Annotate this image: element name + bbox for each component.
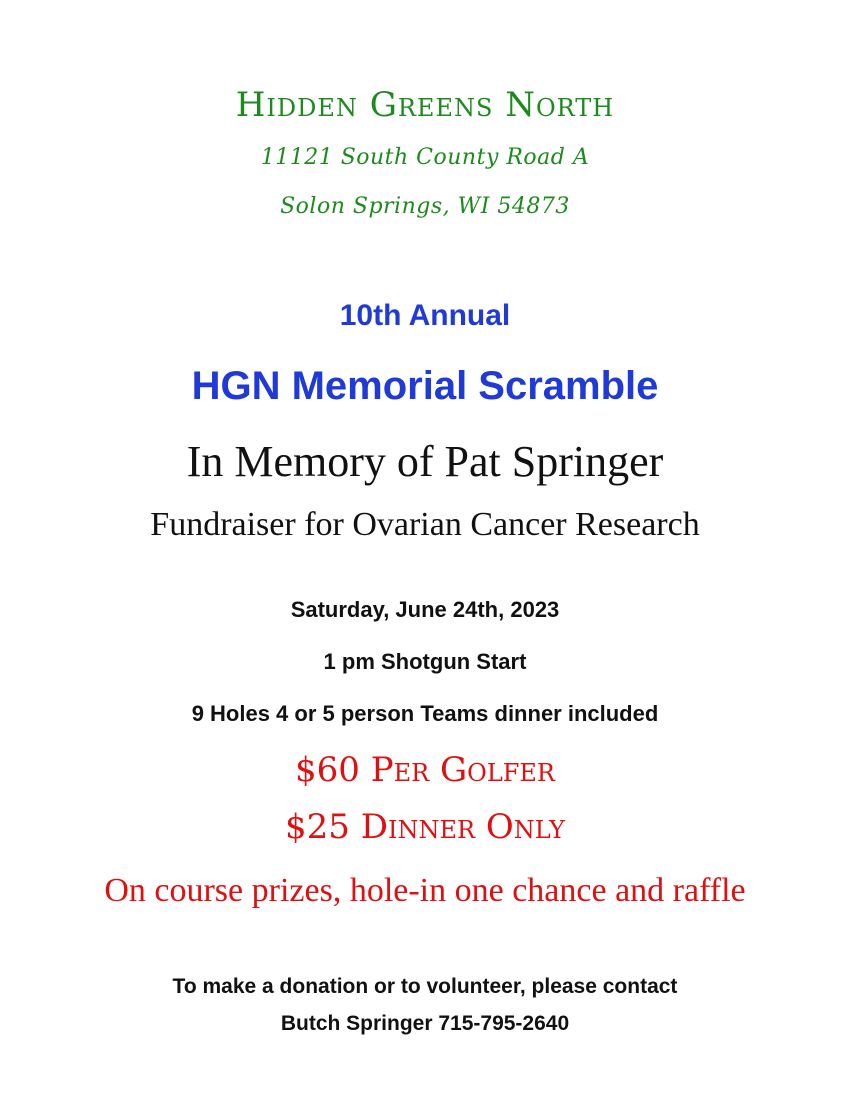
event-memorial: In Memory of Pat Springer bbox=[186, 437, 664, 486]
event-edition: 10th Annual bbox=[339, 299, 511, 332]
venue-address-city: Solon Springs, WI 54873 bbox=[280, 194, 570, 219]
event-title: HGN Memorial Scramble bbox=[191, 364, 659, 408]
price-per-golfer: $60 Per Golfer bbox=[295, 750, 555, 790]
event-date: Saturday, June 24th, 2023 bbox=[290, 597, 560, 622]
event-cause: Fundraiser for Ovarian Cancer Research bbox=[150, 506, 700, 543]
contact-name-phone: Butch Springer 715-795-2640 bbox=[280, 1012, 570, 1035]
event-start-time: 1 pm Shotgun Start bbox=[323, 649, 527, 674]
event-format: 9 Holes 4 or 5 person Teams dinner included bbox=[191, 701, 659, 726]
price-dinner-only: $25 Dinner Only bbox=[285, 807, 565, 847]
venue-name: Hidden Greens North bbox=[235, 85, 615, 125]
contact-intro: To make a donation or to volunteer, please contact bbox=[172, 975, 678, 998]
venue-address-street: 11121 South County Road A bbox=[260, 145, 590, 170]
prizes-text: On course prizes, hole-in one chance and raffle bbox=[104, 872, 746, 909]
